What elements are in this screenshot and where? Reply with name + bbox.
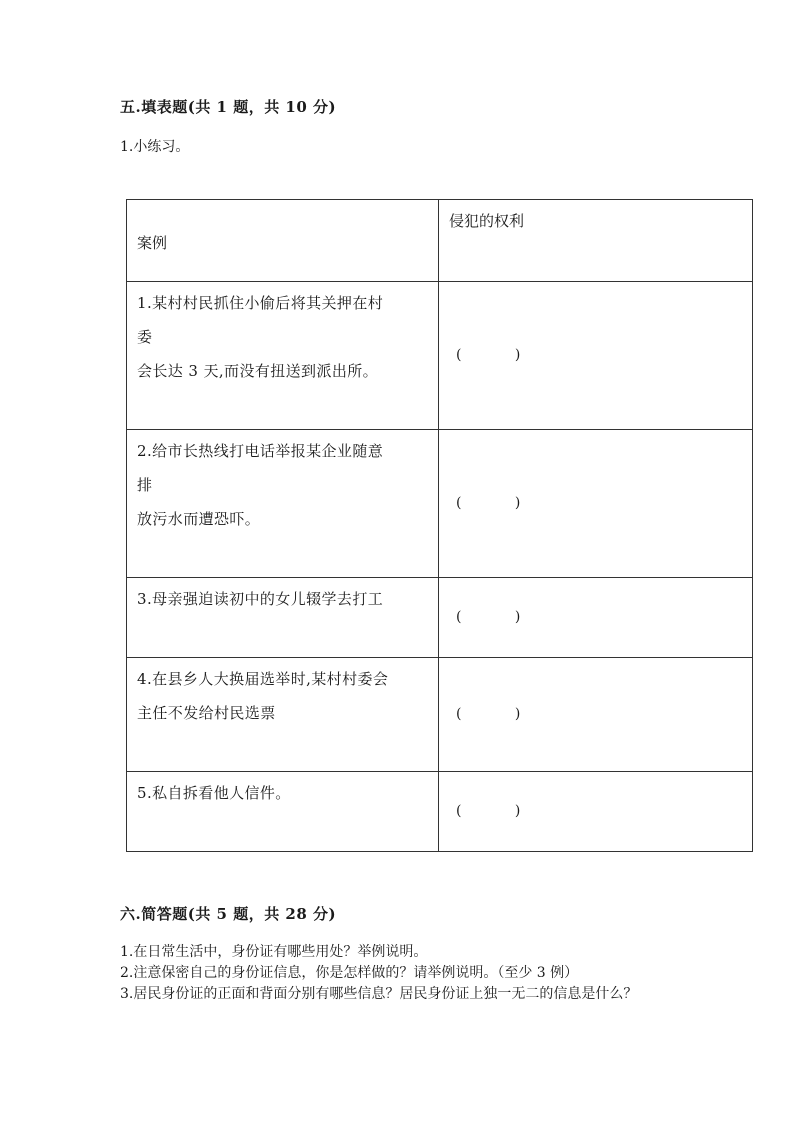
- table-row: [127, 578, 753, 658]
- table-row: [127, 430, 753, 578]
- case-text: 会长达 3 天,而没有扭送到派出所。: [137, 362, 379, 380]
- short-answer-list: [120, 942, 680, 1005]
- case-text: 放污水而遭恐吓。: [137, 510, 261, 528]
- case-text: 5.私自拆看他人信件。: [137, 784, 291, 802]
- answer-cell[interactable]: [439, 430, 753, 578]
- header-right-cell: [439, 200, 753, 282]
- header-case-cell: [127, 200, 439, 282]
- header-right-label: 侵犯的权利: [449, 212, 525, 230]
- answer-blank[interactable]: ( ): [456, 609, 521, 625]
- table-row: [127, 282, 753, 430]
- case-text: 4.在县乡人大换届选举时,某村村委会: [137, 670, 389, 688]
- fill-in-table: [126, 199, 753, 852]
- header-case-label: 案例: [137, 234, 168, 252]
- short-answer-question: 1.在日常生活中，身份证有哪些用处？举例说明。: [120, 944, 428, 960]
- table-header-row: [127, 200, 753, 282]
- case-cell: [127, 772, 439, 852]
- case-cell: [127, 282, 439, 430]
- case-text: 排: [137, 476, 153, 494]
- case-text: 3.母亲强迫读初中的女儿辍学去打工: [137, 590, 384, 608]
- answer-cell[interactable]: [439, 578, 753, 658]
- section-5-title: 五.填表题(共 1 题，共 10 分): [120, 98, 337, 116]
- case-cell: [127, 578, 439, 658]
- answer-cell[interactable]: [439, 658, 753, 772]
- answer-blank[interactable]: ( ): [456, 347, 521, 363]
- table-row: [127, 772, 753, 852]
- answer-blank[interactable]: ( ): [456, 803, 521, 819]
- case-text: 主任不发给村民选票: [137, 704, 276, 722]
- table-row: [127, 658, 753, 772]
- answer-cell[interactable]: [439, 282, 753, 430]
- case-cell: [127, 430, 439, 578]
- answer-blank[interactable]: ( ): [456, 706, 521, 722]
- case-text: 委: [137, 328, 153, 346]
- case-text: 2.给市长热线打电话举报某企业随意: [137, 442, 384, 460]
- short-answer-question: 2.注意保密自己的身份证信息，你是怎样做的？请举例说明。（至少 3 例）: [120, 965, 579, 981]
- section-6-title: 六.简答题(共 5 题，共 28 分): [120, 905, 337, 923]
- case-cell: [127, 658, 439, 772]
- answer-blank[interactable]: ( ): [456, 495, 521, 511]
- short-answer-question: 3.居民身份证的正面和背面分别有哪些信息？居民身份证上独一无二的信息是什么？: [120, 986, 638, 1002]
- answer-cell[interactable]: [439, 772, 753, 852]
- case-text: 1.某村村民抓住小偷后将其关押在村: [137, 294, 384, 312]
- section-5-question: 1.小练习。: [120, 139, 190, 155]
